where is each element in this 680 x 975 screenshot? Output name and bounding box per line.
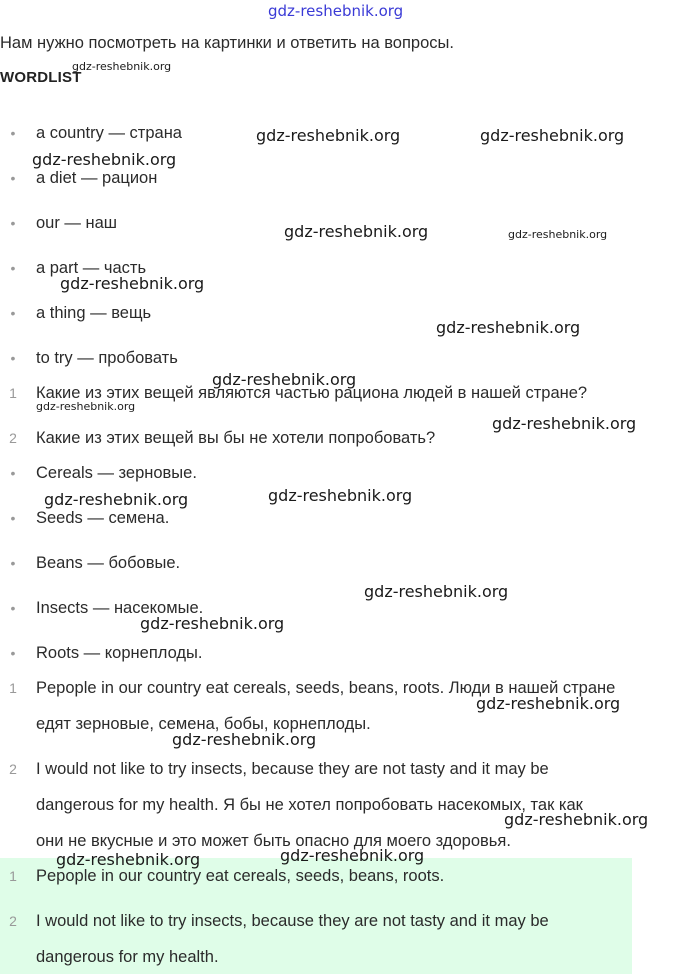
watermark: gdz-reshebnik.org xyxy=(36,400,136,413)
watermark: gdz-reshebnik.org xyxy=(280,846,425,865)
answer-line: dangerous for my health. xyxy=(36,948,219,966)
wordlist-heading: WORDLIST xyxy=(0,69,82,86)
wordlist-text: a country — страна xyxy=(36,124,182,142)
watermark-top: gdz-reshebnik.org xyxy=(268,2,404,20)
wordlist-text: to try — пробовать xyxy=(36,349,178,367)
answer-line: Pepople in our country eat cereals, seeds, beans, roots. Люди в нашей стране xyxy=(36,679,616,697)
watermark: gdz-reshebnik.org xyxy=(212,370,357,389)
bullet-icon: • xyxy=(10,350,16,366)
bullet-icon: • xyxy=(10,465,16,481)
watermark: gdz-reshebnik.org xyxy=(436,318,581,337)
watermark: gdz-reshebnik.org xyxy=(56,850,201,869)
watermark: gdz-reshebnik.org xyxy=(480,126,625,145)
vocab-text: Insects — насекомые. xyxy=(36,599,204,617)
intro-text: Нам нужно посмотреть на картинки и ответить на вопросы. xyxy=(0,34,454,52)
watermark: gdz-reshebnik.org xyxy=(284,222,429,241)
vocab-text: Seeds — семена. xyxy=(36,509,170,527)
bullet-icon: • xyxy=(10,125,16,141)
watermark: gdz-reshebnik.org xyxy=(44,490,189,509)
bullet-icon: • xyxy=(10,305,16,321)
bullet-icon: • xyxy=(10,260,16,276)
answer-line: они не вкусные и это может быть опасно для моего здоровья. xyxy=(36,832,511,850)
answer-line: Pepople in our country eat cereals, seeds, beans, roots. xyxy=(36,867,445,885)
watermark: gdz-reshebnik.org xyxy=(32,150,177,169)
question-number: 2 xyxy=(9,430,17,446)
watermark: gdz-reshebnik.org xyxy=(72,60,172,73)
vocab-text: Beans — бобовые. xyxy=(36,554,181,572)
bullet-icon: • xyxy=(10,170,16,186)
watermark: gdz-reshebnik.org xyxy=(172,730,317,749)
answer-line: dangerous for my health. Я бы не хотел попробовать насекомых, так как xyxy=(36,796,583,814)
answer-number: 1 xyxy=(9,868,17,884)
wordlist-text: a part — часть xyxy=(36,259,147,277)
watermark: gdz-reshebnik.org xyxy=(504,810,649,829)
answer-line: I would not like to try insects, because they are not tasty and it may be xyxy=(36,912,549,930)
watermark: gdz-reshebnik.org xyxy=(60,274,205,293)
vocab-text: Roots — корнеплоды. xyxy=(36,644,203,662)
watermark: gdz-reshebnik.org xyxy=(476,694,621,713)
watermark: gdz-reshebnik.org xyxy=(364,582,509,601)
watermark: gdz-reshebnik.org xyxy=(268,486,413,505)
wordlist-text: a thing — вещь xyxy=(36,304,152,322)
wordlist-text: a diet — рацион xyxy=(36,169,158,187)
question-text: Какие из этих вещей являются частью рациона людей в нашей стране? xyxy=(36,384,588,402)
answer-number: 1 xyxy=(9,680,17,696)
question-number: 1 xyxy=(9,385,17,401)
bullet-icon: • xyxy=(10,555,16,571)
watermark: gdz-reshebnik.org xyxy=(256,126,401,145)
bullet-icon: • xyxy=(10,645,16,661)
answer-number: 2 xyxy=(9,913,17,929)
answer-line: едят зерновые, семена, бобы, корнеплоды. xyxy=(36,715,371,733)
answer-number: 2 xyxy=(9,761,17,777)
bullet-icon: • xyxy=(10,510,16,526)
watermark: gdz-reshebnik.org xyxy=(508,228,608,241)
question-text: Какие из этих вещей вы бы не хотели попробовать? xyxy=(36,429,436,447)
bullet-icon: • xyxy=(10,215,16,231)
watermark: gdz-reshebnik.org xyxy=(140,614,285,633)
bullet-icon: • xyxy=(10,600,16,616)
answer-line: I would not like to try insects, because they are not tasty and it may be xyxy=(36,760,549,778)
watermark: gdz-reshebnik.org xyxy=(492,414,637,433)
vocab-text: Cereals — зерновые. xyxy=(36,464,197,482)
wordlist-text: our — наш xyxy=(36,214,118,232)
